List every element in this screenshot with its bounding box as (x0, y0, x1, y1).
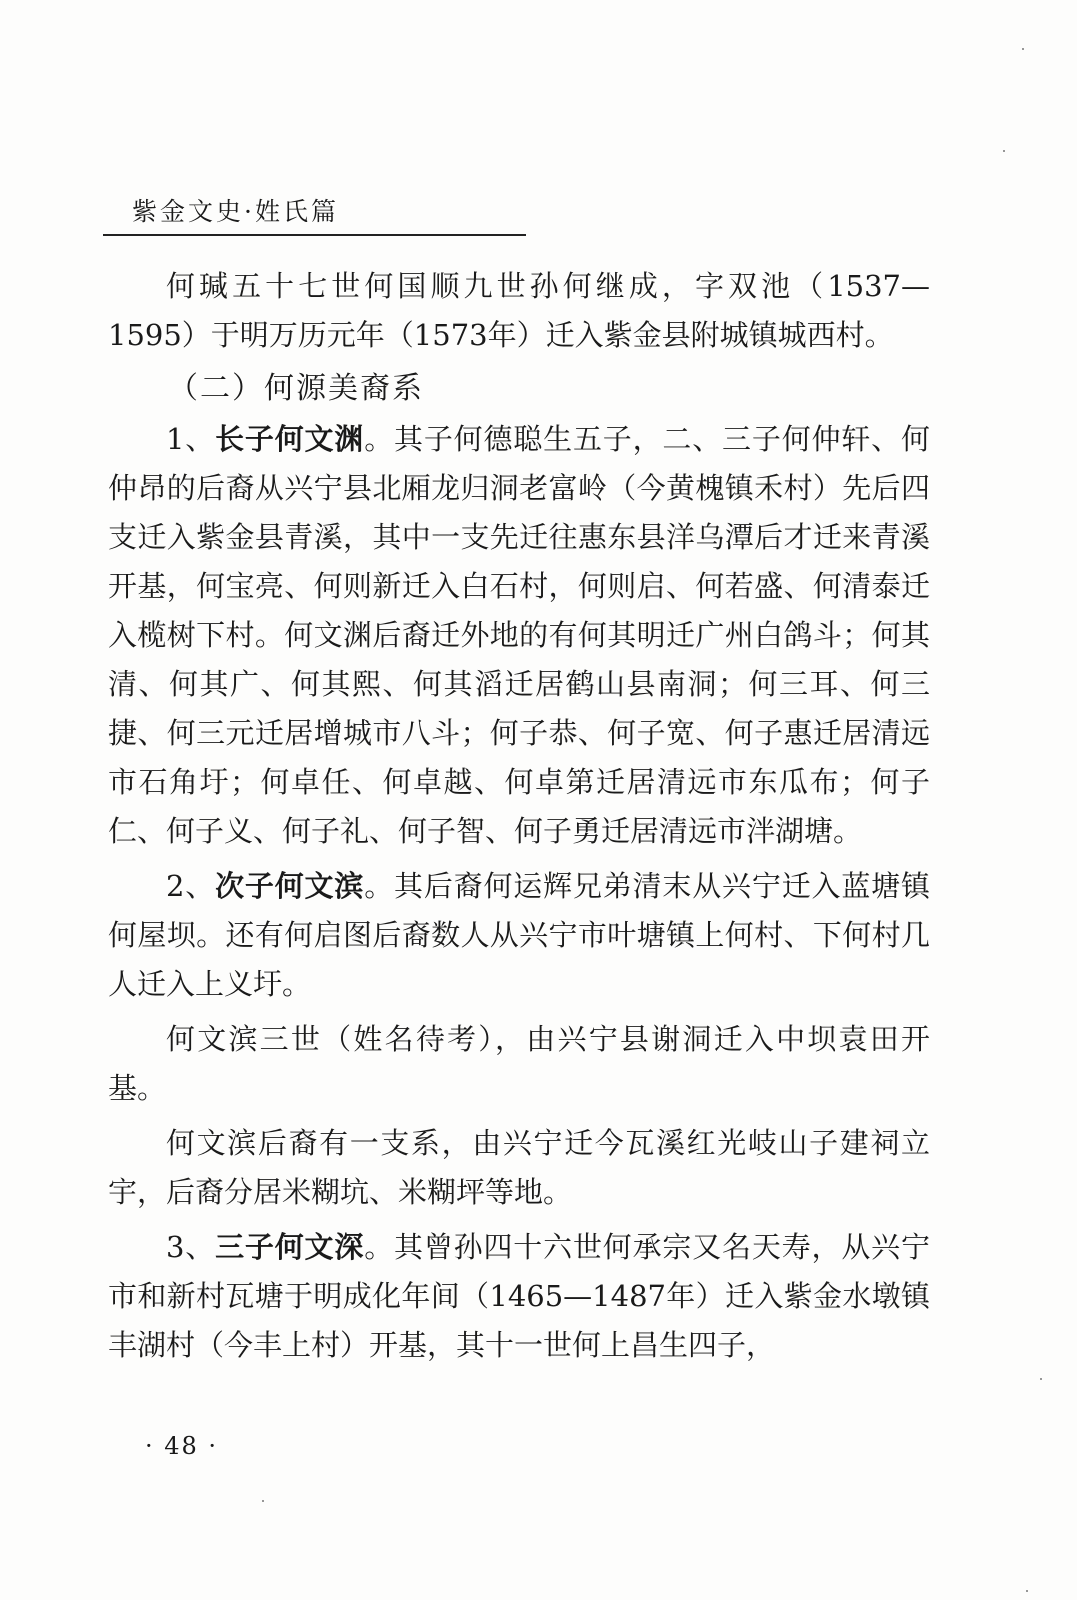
running-head: 紫金文史·姓氏篇 (132, 197, 339, 226)
item-1-prefix: 1、 (166, 422, 216, 456)
item-3-lead: 三子何文深 (215, 1230, 365, 1264)
item-2-paragraph (108, 862, 930, 1009)
section-heading: （二）何源美裔系 (168, 371, 424, 406)
scan-speck (1003, 150, 1005, 152)
item-2-text: 。其后裔何运辉兄弟清末从兴宁迁入蓝塘镇何屋坝。还有何启图后裔数人从兴宁市叶塘镇上何村、下何村几人迁入上义圩。 (108, 869, 930, 1001)
page-number: · 48 · (145, 1432, 219, 1460)
scan-speck (1022, 48, 1024, 50)
item-2-lead: 次子何文滨 (215, 869, 365, 903)
header-rule (103, 234, 526, 236)
body-text (108, 262, 930, 1370)
item-3-paragraph (108, 1223, 930, 1370)
item-3-prefix: 3、 (166, 1230, 216, 1264)
scan-speck (262, 1500, 264, 1502)
scan-speck (1026, 1590, 1028, 1592)
item-1-paragraph (108, 415, 930, 856)
scan-speck (1040, 1378, 1042, 1380)
item-3-text: 。其曾孙四十六世何承宗又名天寿，从兴宁市和新村瓦塘于明成化年间（1465—1487年）迁入紫金水墩镇丰湖村（今丰上村）开基，其十一世何上昌生四子， (108, 1230, 930, 1362)
item-1-lead: 长子何文渊 (215, 422, 365, 456)
paragraph-wenbin-branch: 何文滨后裔有一支系，由兴宁迁今瓦溪红光岐山子建祠立宇，后裔分居米糊坑、米糊坪等地。 (108, 1126, 930, 1209)
item-1-text: 。其子何德聪生五子，二、三子何仲轩、何仲昂的后裔从兴宁县北厢龙归洞老富岭（今黄槐镇禾村）先后四支迁入紫金县青溪，其中一支先迁往惠东县洋乌潭后才迁来青溪开基，何宝亮、何则新迁入白石村，何则启、何若盛、何清泰迁入榄树下村。何文渊后裔迁外地的有何其明迁广州白鸽斗；何其清、何其广、何其熙、何其滔迁居鹤山县南洞；何三耳、何三捷、何三元迁居增城市八斗；何子恭、何子宽、何子惠迁居清远市石角圩；何卓任、何卓越、何卓第迁居清远市东瓜布；何子仁、何子义、何子礼、何子智、何子勇迁居清远市泮湖塘。 (108, 422, 930, 848)
paragraph-intro: 何瑊五十七世何国顺九世孙何继成，字双池（1537—1595）于明万历元年（1573年）迁入紫金县附城镇城西村。 (108, 269, 930, 352)
item-2-prefix: 2、 (166, 869, 216, 903)
paragraph-wenbin-third-gen: 何文滨三世（姓名待考），由兴宁县谢洞迁入中坝袁田开基。 (108, 1022, 930, 1105)
